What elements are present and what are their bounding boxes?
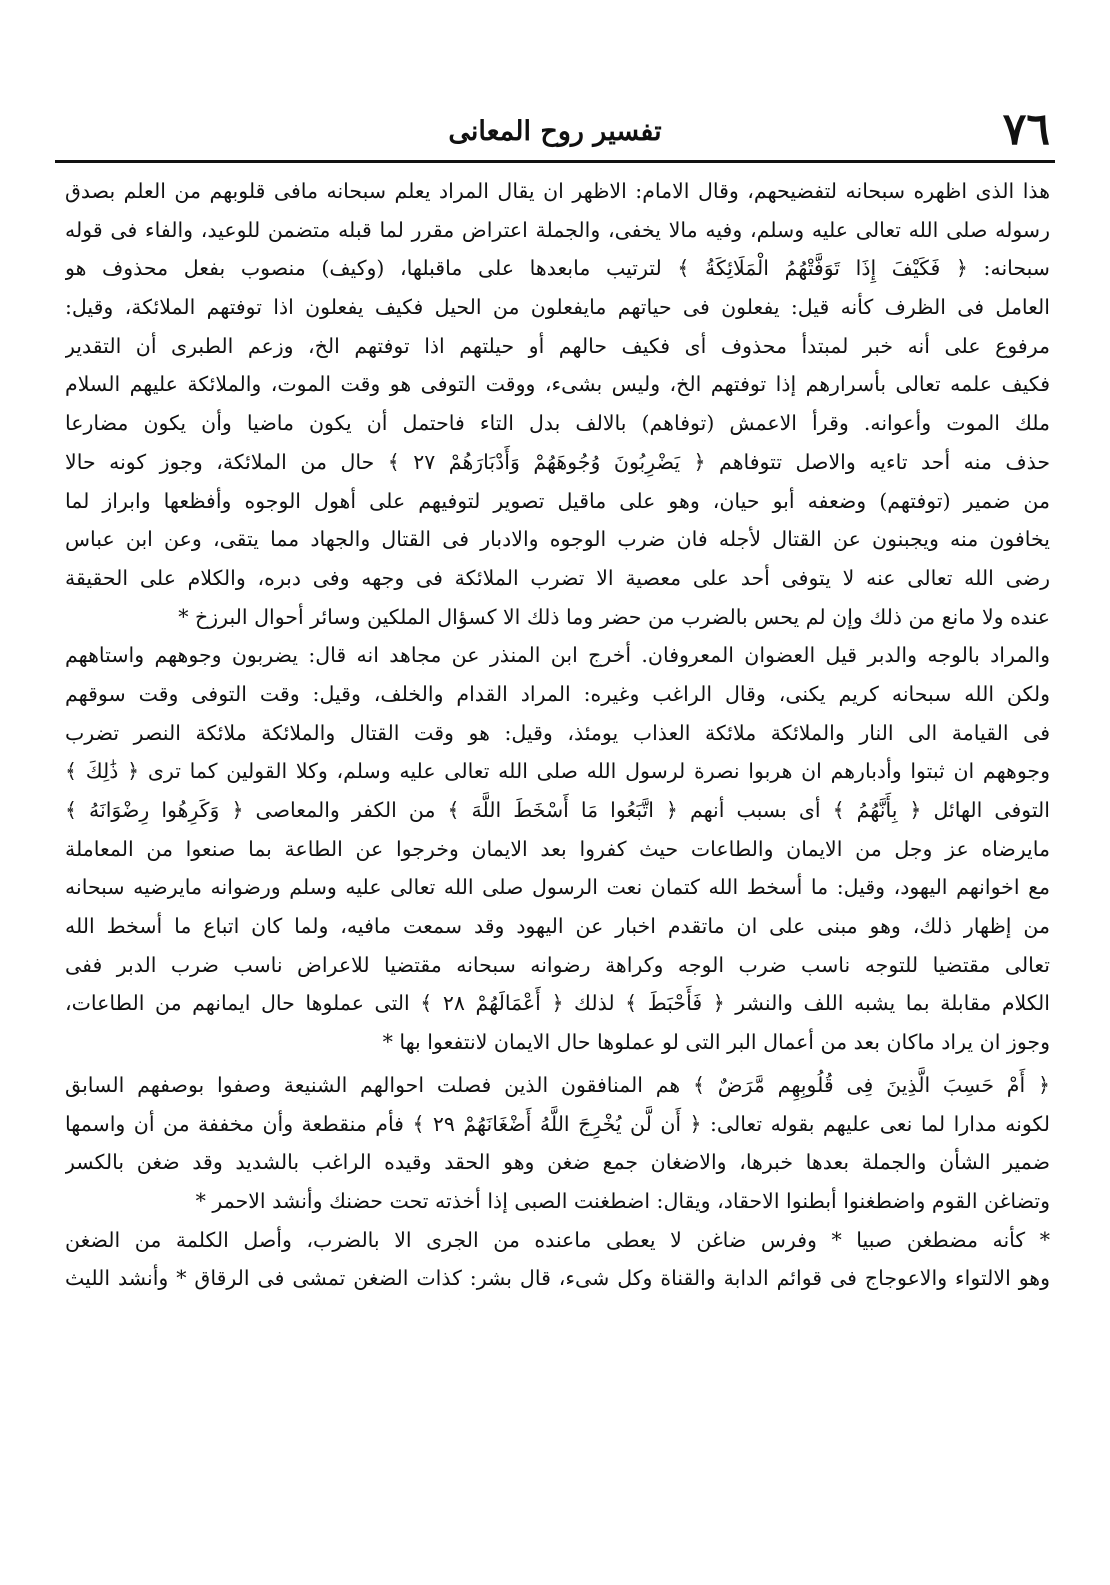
text-line: ولكن الله سبحانه كريم يكنى، وقال الراغب وغيره: المراد القدام والخلف، وقيل: وقت التوفى وقت سوقهم bbox=[65, 681, 1050, 706]
text-line: العامل فى الظرف كأنه قيل: يفعلون فى حياتهم مايفعلون من الحيل فكيف يفعلون اذا توفتهم الملائكة، وقيل: bbox=[65, 295, 1050, 320]
text-line: فكيف علمه تعالى بأسرارهم إذا توفتهم الخ، وليس بشىء، ووقت التوفى هو وقت الموت، والملائكة عليهم السلام bbox=[65, 372, 1050, 397]
text-line: مرفوع على أنه خبر لمبتدأ محذوف أى فكيف حالهم أو حيلتهم اذا توفتهم الخ، وزعم الطبرى أن التقدير bbox=[65, 333, 1050, 358]
text-line: لكونه مدارا لما نعى عليهم بقوله تعالى: ﴿ أَن لَّن يُخْرِجَ اللَّهُ أَضْغَانَهُمْ ٢٩ ﴾ فأم منقطعة وأن مخففة من أن واسمها bbox=[65, 1111, 1050, 1136]
text-line: ضمير الشأن والجملة بعدها خبرها، والاضغان جمع ضغن وهو الحقد وقيده الراغب بالشديد وقد ضغن بالكسر bbox=[65, 1150, 1050, 1175]
text-line: مايرضاه عز وجل من الايمان والطاعات حيث كفروا بعد الايمان وخرجوا عن الطاعة بما صنعوا من المعاملة bbox=[65, 836, 1050, 861]
text-line: والمراد بالوجه والدبر قيل العضوان المعروفان. أخرج ابن المنذر عن مجاهد انه قال: يضربون وجوههم واستاههم bbox=[65, 643, 1050, 668]
page-header bbox=[55, 100, 1055, 160]
text-line: رضى الله تعالى عنه لا يتوفى أحد على معصية الا تضرب الملائكة فى وجهه وفى دبره، والكلام على الحقيقة bbox=[65, 565, 1050, 590]
text-line: وتضاغن القوم واضطغنوا أبطنوا الاحقاد، ويقال: اضطغنت الصبى إذا أخذته تحت حضنك وأنشد الاحمر * bbox=[195, 1188, 1050, 1213]
text-line: من إظهار ذلك، وهو مبنى على ان ماتقدم اخبار عن اليهود وقد سمعت مافيه، ولما كان اتباع ما أسخط الله bbox=[65, 914, 1050, 939]
page-number: ٧٦ bbox=[1002, 104, 1050, 155]
text-line: سبحانه: ﴿ فَكَيْفَ إِذَا تَوَفَّتْهُمُ الْمَلَائِكَةُ ﴾ لترتيب مابعدها على ماقبلها، (وكيف) منصوب بفعل محذوف هو bbox=[65, 256, 1050, 281]
text-line: مع اخوانهم اليهود، وقيل: ما أسخط الله كتمان نعت الرسول صلى الله تعالى عليه وسلم ورضوانه مايرضيه سبحانه bbox=[65, 875, 1050, 900]
text-line: ملك الموت وأعوانه. وقرأ الاعمش (توفاهم) بالالف بدل التاء فاحتمل أن يكون ماضيا وأن يكون مضارعا bbox=[65, 411, 1050, 436]
text-line: * كأنه مضطغن صبيا * وفرس ضاغن لا يعطى ماعنده من الجرى الا بالضرب، وأصل الكلمة من الضغن bbox=[65, 1227, 1050, 1252]
text-line: ﴿ أَمْ حَسِبَ الَّذِينَ فِى قُلُوبِهِم مَّرَضٌ ﴾ هم المنافقون الذين فصلت احوالهم الشنيعة وصفوا بوصفهم السابق bbox=[65, 1072, 1050, 1097]
text-line: تعالى مقتضيا للتوجه ناسب ضرب الوجه وكراهة رضوانه سبحانه مقتضيا للاعراض ناسب ضرب الدبر ففى bbox=[65, 952, 1050, 977]
text-line: فى القيامة الى النار والملائكة ملائكة العذاب يومئذ، وقيل: هو وقت القتال والملائكة ملائكة النصر تضرب bbox=[65, 720, 1050, 745]
text-line: رسوله صلى الله تعالى عليه وسلم، وفيه مالا يخفى، والجملة اعتراض مقرر لما قبله متضمن للوعيد، والفاء فى قوله bbox=[65, 217, 1050, 242]
text-line: وجوههم ان ثبتوا وأدبارهم ان هربوا نصرة لرسول الله صلى الله تعالى عليه وسلم، وكلا القولين كما ترى ﴿ ذَٰلِكَ ﴾ bbox=[65, 759, 1050, 784]
text-line: التوفى الهائل ﴿ بِأَنَّهُمُ ﴾ أى بسبب أنهم ﴿ اتَّبَعُوا مَا أَسْخَطَ اللَّهَ ﴾ من الكفر والمعاصى ﴿ وَكَرِهُوا رِضْوَانَهُ ﴾ bbox=[65, 798, 1050, 822]
text-line: يخافون منه ويجبنون عن القتال لأجله فان ضرب الوجوه والادبار فى القتال والجهاد مما يتقى، وعن ابن عباس bbox=[65, 527, 1050, 552]
text-line: الكلام مقابلة بما يشبه اللف والنشر ﴿ فَأَحْبَطَ ﴾ لذلك ﴿ أَعْمَالَهُمْ ٢٨ ﴾ التى عملوها حال ايمانهم من الطاعات، bbox=[65, 991, 1050, 1016]
header-rule bbox=[55, 160, 1055, 163]
running-title: تفسير روح المعانى bbox=[448, 116, 662, 147]
text-line: من ضمير (توفتهم) وضعفه أبو حيان، وهو على ماقيل تصوير لتوفيهم على أهول الوجوه وأفظعها وابراز لما bbox=[65, 488, 1050, 513]
text-line: هذا الذى اظهره سبحانه لتفضيحهم، وقال الامام: الاظهر ان يقال المراد يعلم سبحانه مافى قلوبهم من العلم بصدق bbox=[65, 179, 1050, 203]
text-line: حذف منه أحد تاءيه والاصل تتوفاهم ﴿ يَضْرِبُونَ وُجُوهَهُمْ وَأَدْبَارَهُمْ ٢٧ ﴾ حال من الملائكة، وجوز كونه حالا bbox=[65, 449, 1050, 474]
body-text bbox=[65, 172, 1050, 1298]
text-line: وهو الالتواء والاعوجاج فى قوائم الدابة والقناة وكل شىء، قال بشر: كذات الضغن تمشى فى الرقاق * وأنشد الليث bbox=[65, 1266, 1050, 1291]
text-line: وجوز ان يراد ماكان بعد من أعمال البر التى لو عملوها حال الايمان لانتفعوا بها * bbox=[382, 1030, 1050, 1055]
text-line: عنده ولا مانع من ذلك وإن لم يحس بالضرب من حضر وما ذلك الا كسؤال الملكين وسائر أحوال البرزخ * bbox=[178, 604, 1050, 629]
